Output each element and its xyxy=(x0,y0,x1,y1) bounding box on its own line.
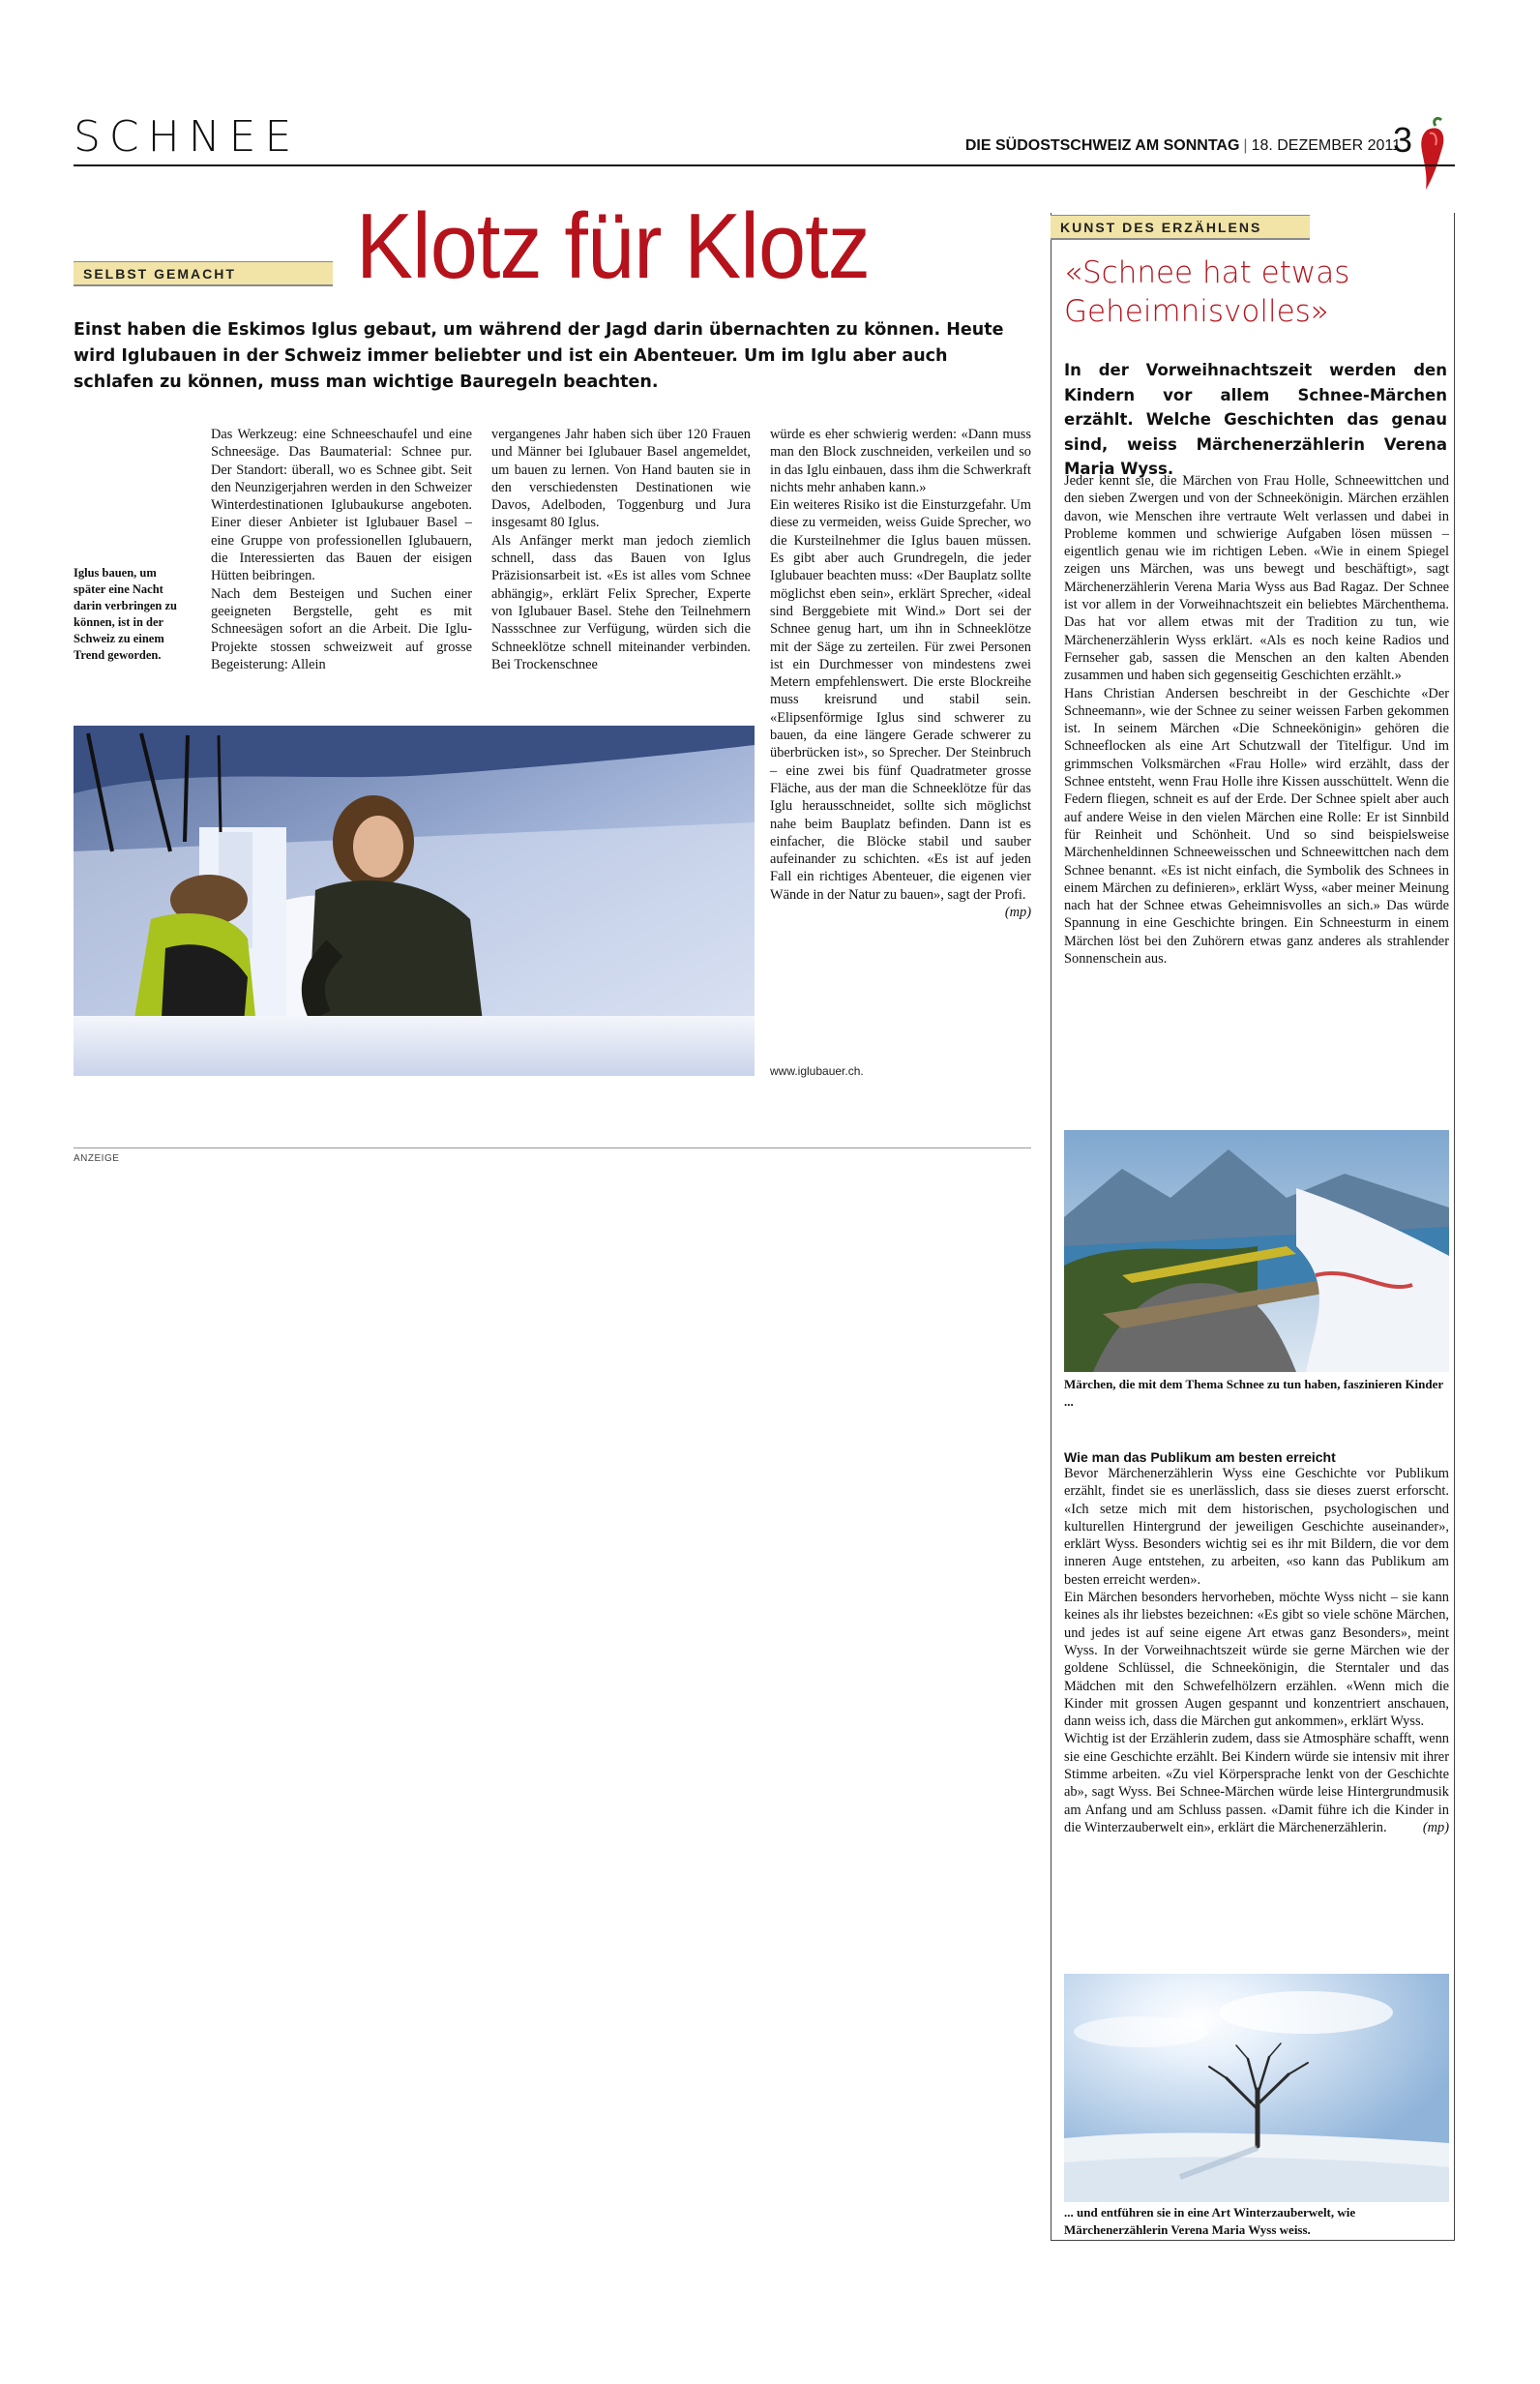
sidebar-body xyxy=(1064,472,1449,968)
section-title: SCHNEE xyxy=(74,112,301,162)
paragraph xyxy=(770,496,1031,921)
sidebar-subheading: Wie man das Publikum am besten erreicht xyxy=(1064,1449,1336,1465)
header-rule xyxy=(74,164,1455,166)
newspaper-name: DIE SÜDOSTSCHWEIZ AM SONNTAG xyxy=(964,137,1240,154)
paragraph xyxy=(1064,1730,1449,1836)
photo-caption: Märchen, die mit dem Thema Schnee zu tun haben, faszinieren Kinder ... xyxy=(1064,1377,1443,1409)
paragraph-text: Ein weiteres Risiko ist die Einsturzgefahr. Um diese zu vermeiden, weiss Guide Sprecher, wo die Kursteilnehmer die Iglus bauen müssen. Es gibt aber auch Grundregeln, die jeder Iglubauer beachten muss: «Der Bauplatz sollte möglichst eben sein», erklärt Sprecher, «ideal sind Berggebiete mit Wind.» Dort sei der Schnee genug hart, um ihn in Schneeklötze mit der Säge zu zerteilen. Für zwei Personen ist ein Durchmesser von mindestens zwei Metern empfehlenswert. Die erste Blockreihe muss kreisrund und stabil sein. «Elipsenförmige Iglus sind schwerer zu bauen, da eine längere Gerade schwerer zu überbrücken ist», so Sprecher. Der Steinbruch – eine zwei bis fünf Quadratmeter grosse Fläche, aus der man die Schneeklötze für das Iglu herausschneidet, sollte sich möglichst nahe beim Bauplatz befinden. Dann ist es einfacher, die Blöcke stabil und sauber aufeinander zu schichten. «Es ist auf jeden Fall ein richtiges Abenteuer, die eigenen vier Wände in der Natur zu bauen», sagt der Profi. xyxy=(770,497,1031,903)
paragraph: Jeder kennt sie, die Märchen von Frau Holle, Schneewittchen und den sieben Zwergen und von der Schneekönigin. Märchen erzählen davon, wie Menschen ihre vertraute Welt verlassen und dabei in Probleme kommen und schwierige Aufgaben lösen müssen – eigentlich genau wie im richtigen Leben. «Wie in einem Spiegel zeigen uns Märchen, was uns bewegt und beschäftigt», sagt Märchenerzählerin Verena Maria Wyss aus Bad Ragaz. Der Schnee ist vor allem in der Vorweihnachtszeit ein beliebtes Märchenthema. Das hat vor allem etwas mit der Tradition zu tun, wie Märchenerzählerin Wyss erklärt. «Als es noch keine Radios und Fernseher gab, sassen die Menschen an den kalten Abenden zusammen und haben sich gegenseitig Geschichten erzählt.» xyxy=(1064,473,1449,684)
igloo-building-photo xyxy=(74,726,755,1076)
sidebar-headline: «Schnee hat etwas Geheimnisvolles» xyxy=(1064,255,1350,329)
chili-pepper-icon xyxy=(1414,116,1453,194)
paragraph: vergangenes Jahr haben sich über 120 Frauen und Männer bei Iglubauer Basel angemeldet, um bauen zu lernen. Von Hand bauten sie in den verschiedensten Destinationen wie Davos, Adelboden, Toggenburg und Jura insgesamt 80 Iglus. xyxy=(491,427,751,531)
article-column-3 xyxy=(770,426,1031,921)
article-kicker-label: SELBST GEMACHT xyxy=(83,266,236,282)
paragraph: Hans Christian Andersen beschreibt in der Geschichte «Der Schneemann», wie der Schnee zu seiner weissen Farben gekommen ist. In seinem Märchen «Die Schneekönigin» gehören die Schneeflocken als eine Art Schutzwall der Titelfigur. Und im grimmschen Volksmärchen «Frau Holle» wird erzählt, dass der Schnee entsteht, wenn Frau Holle ihre Kissen ausschüttelt. Wenn die Federn fliegen, schneit es auf der Erde. Der Schnee spielt aber auch auf andere Weise in den vielen Märchen eine Rolle: Er ist Sinnbild für Reinheit und Schönheit. Und so sind beispielsweise Märchenheldinnen Schneeweisschen und Schneewittchen nach dem Schnee benannt. «Es ist nicht einfach, die Symbolik des Schnees in einem Märchen zu definieren», erklärt Wyss, «aber meiner Meinung nach hat der Schnee etwas Geheimnisvolles an sich.» Das würde Spannung in eine Geschichte bringen. Ein Schneesturm in einem Märchen löst bei den Zuhörern etwas ganz anderes als strahlender Sonnenschein aus. xyxy=(1064,685,1449,968)
article-kicker xyxy=(74,261,333,286)
paragraph-text: Wichtig ist der Erzählerin zudem, dass sie Atmosphäre schafft, wenn sie eine Geschichte erzählt. Bei Kindern würde sie intensiv mit ihrer Stimme arbeiten. «Zu viel Körpersprache lenkt von der Geschichte ab», sagt Wyss. Bei Schnee-Märchen würde leise Hintergrundmusik am Anfang und am Schluss passen. «Damit führe ich die Kinder in die Winterzauberwelt ein», erklärt die Märchenerzählerin. xyxy=(1064,1731,1449,1835)
sidebar-lead: In der Vorweihnachtszeit werden den Kindern vor allem Schnee-Märchen erzählt. Welche Geschichten das genau sind, weiss Märchenerzählerin Verena Maria Wyss. xyxy=(1064,361,1447,478)
sidebar-kicker-label: KUNST DES ERZÄHLENS xyxy=(1060,220,1262,235)
paragraph: Das Werkzeug: eine Schneeschaufel und eine Schneesäge. Das Baumaterial: Schnee pur. Der Standort: überall, wo es Schnee gibt. Seit den Neunzigerjahren werden in den Schweizer Winterdestinationen Iglubaukurse angeboten. Einer dieser Anbieter ist Iglubauer Basel – eine Gruppe von professionellen Iglubauern, die Interessierten das Bauen der eisigen Hütten beibringen. xyxy=(211,427,472,584)
paragraph: Ein Märchen besonders hervorheben, möchte Wyss nicht – sie kann keines als ihr liebstes bezeichnen: «Es gibt so viele schöne Märchen, und jedes ist auf seine eigene Art etwas ganz Besonders», meint Wyss. In der Vorweihnachtszeit würde sie gerne Märchen wie der goldene Schlüssel, die Schneekönigin, die Sterntaler und das Mädchen mit den Schwefelhölzern erzählen. «Wenn mich die Kinder mit grossen Augen gespannt und konzentriert anschauen, dann weiss ich, dass die Märchen gut ankommen», erklärt Wyss. xyxy=(1064,1590,1449,1730)
article-headline: Klotz für Klotz xyxy=(356,194,871,298)
fairytale-landscape-photo xyxy=(1064,1130,1449,1372)
website-link[interactable]: www.iglubauer.ch. xyxy=(770,1064,864,1078)
article-column-1 xyxy=(211,426,472,673)
page-number: 3 xyxy=(1393,120,1413,160)
author-credit: (mp) xyxy=(1422,1819,1449,1835)
ad-divider xyxy=(74,1147,1031,1148)
winter-tree-photo xyxy=(1064,1974,1449,2202)
photo-caption: Iglus bauen, um später eine Nacht darin verbringen zu können, ist in der Schweiz zu einem Trend geworden. xyxy=(74,566,177,662)
article-lead: Einst haben die Eskimos Iglus gebaut, um während der Jagd darin übernachten zu können. Heute wird Iglubauen in der Schweiz immer beliebter und ist ein Abenteuer. Um im Iglu aber auch schlafen zu können, muss man wichtige Bauregeln beachten. xyxy=(74,320,1004,392)
paragraph: würde es eher schwierig werden: «Dann muss man den Block zuschneiden, verkeilen und so in das Iglu einbauen, dass ihm die Schwerkraft nichts mehr anhaben kann.» xyxy=(770,427,1031,495)
issue-date: 18. DEZEMBER 2011 xyxy=(1251,137,1401,154)
author-credit: (mp) xyxy=(1004,905,1031,921)
sidebar-kicker xyxy=(1051,215,1310,240)
paragraph: Nach dem Besteigen und Suchen einer geeigneten Bergstelle, geht es mit Schneesägen sofort an die Arbeit. Die Iglu-Projekte stossen schweizweit auf grosse Begeisterung: Allein xyxy=(211,585,472,672)
sidebar-body-2 xyxy=(1064,1465,1449,1836)
photo-caption: ... und entführen sie in eine Art Winterzauberwelt, wie Märchenerzählerin Verena Maria Wyss weiss. xyxy=(1064,2205,1356,2237)
article-column-2 xyxy=(491,426,751,673)
advertisement-label: ANZEIGE xyxy=(74,1153,120,1164)
paragraph: Als Anfänger merkt man jedoch ziemlich schnell, dass das Bauen von Iglus Präzisionsarbeit ist. «Es ist alles vom Schnee abhängig», erklärt Felix Sprecher, Experte von Iglubauer Basel. Stehe den Teilnehmern Nassschnee zur Verfügung, würden sich die Schneeklötze schnell miteinander verbinden. Bei Trockenschnee xyxy=(491,532,751,672)
paragraph: Bevor Märchenerzählerin Wyss eine Geschichte vor Publikum erzählt, findet sie es unerlässlich, dass sie dieses zuerst erforscht. «Ich setze mich mit dem historischen, psychologischen und kulturellen Hintergrund der jeweiligen Geschichte auseinander», erklärt Wyss. Besonders wichtig sei es ihr mit Bildern, die vor dem inneren Auge entstehen, zu arbeiten, «so kann das Publikum am besten erreicht werden». xyxy=(1064,1466,1449,1588)
dateline-separator: | xyxy=(1243,137,1248,154)
newspaper-dateline xyxy=(851,137,1401,155)
